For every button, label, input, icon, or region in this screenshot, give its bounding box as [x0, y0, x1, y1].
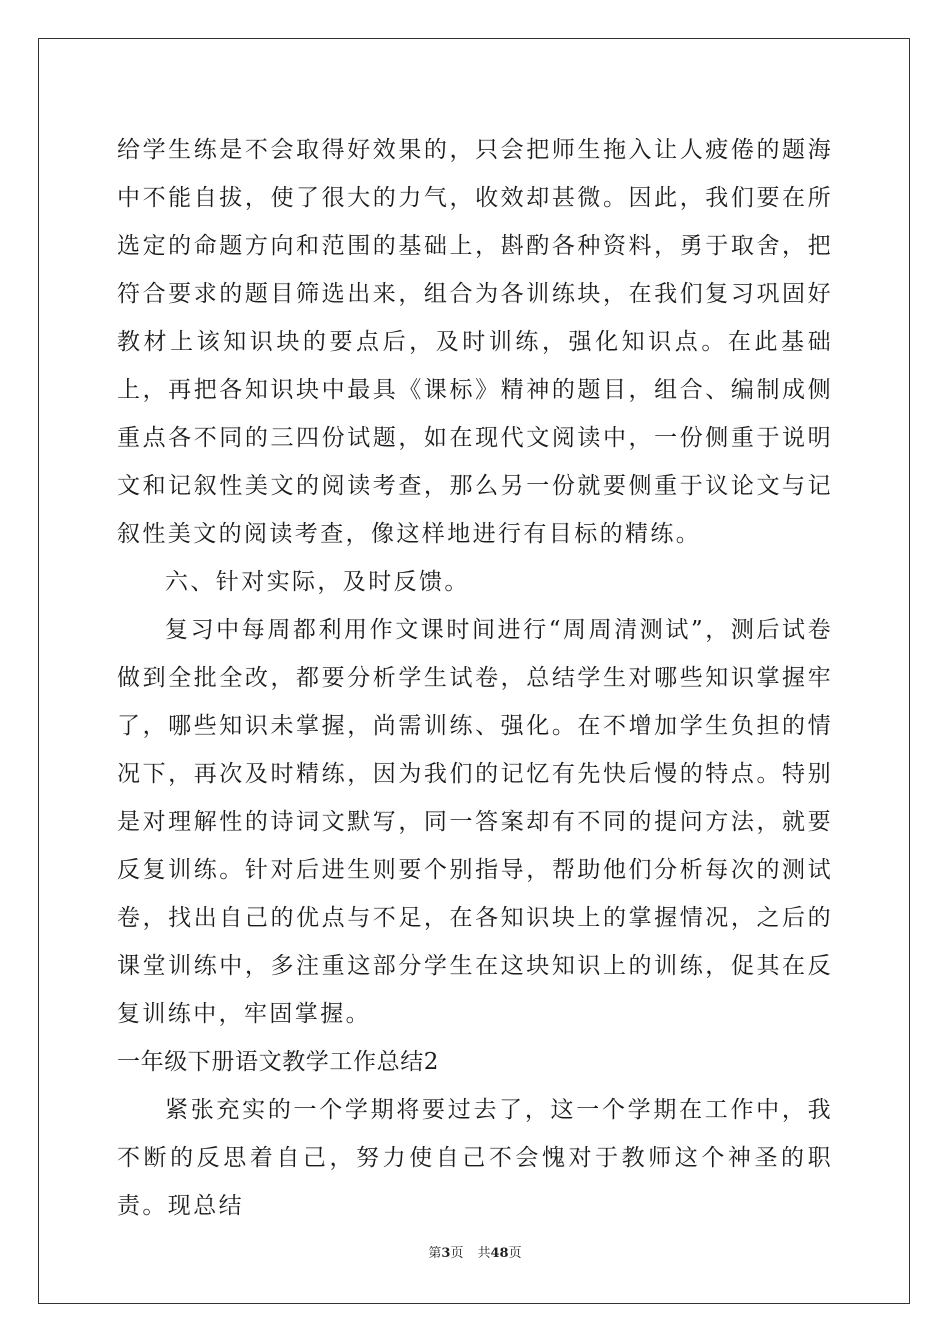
total-prefix: 共 — [477, 1246, 491, 1261]
page-unit: 页 — [450, 1246, 464, 1261]
paragraph-feedback: 复习中每周都利用作文课时间进行“周周清测试”，测后试卷做到全批全改，都要分析学生试卷，总结学生对哪些知识掌握牢了，哪些知识未掌握，尚需训练、强化。在不增加学生负担的情况下，再次及时精练，因为我们的记忆有先快后慢的特点。特别是对理解性的诗词文默写，同一答案却有不同的提问方法，就要反复训练。针对后进生则要个别指导，帮助他们分析每次的测试卷，找出自己的优点与不足，在各知识块上的掌握情况，之后的课堂训练中，多注重这部分学生在这块知识上的训练，促其在反复训练中，牢固掌握。 — [117, 617, 833, 1027]
section-six-title: 六、针对实际，及时反馈。 — [165, 569, 470, 595]
article-heading: 一年级下册语文教学工作总结2 — [117, 1049, 440, 1075]
page-footer — [0, 1245, 950, 1263]
paragraph-intro: 紧张充实的一个学期将要过去了，这一个学期在工作中，我不断的反思着自己，努力使自己不会愧对于教师这个神圣的职责。现总结 — [117, 1097, 833, 1219]
document-body — [117, 126, 833, 1230]
total-unit: 页 — [508, 1246, 522, 1261]
total-pages-number: 48 — [490, 1246, 509, 1261]
page-prefix: 第 — [428, 1246, 442, 1261]
paragraph-continuation: 给学生练是不会取得好效果的，只会把师生拖入让人疲倦的题海中不能自拔，使了很大的力气，收效却甚微。因此，我们要在所选定的命题方向和范围的基础上，斟酌各种资料，勇于取舍，把符合要求的题目筛选出来，组合为各训练块，在我们复习巩固好教材上该知识块的要点后，及时训练，强化知识点。在此基础上，再把各知识块中最具《课标》精神的题目，组合、编制成侧重点各不同的三四份试题，如在现代文阅读中，一份侧重于说明文和记叙性美文的阅读考查，那么另一份就要侧重于议论文与记叙性美文的阅读考查，像这样地进行有目标的精练。 — [117, 137, 833, 547]
current-page-number: 3 — [441, 1246, 451, 1261]
